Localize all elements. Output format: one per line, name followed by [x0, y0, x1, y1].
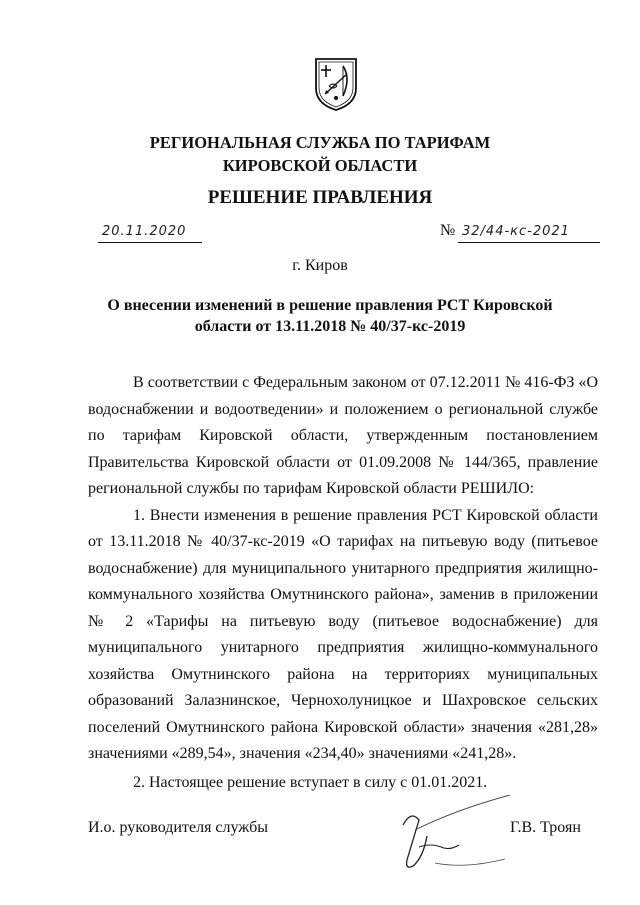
organization-name-line2: КИРОВСКОЙ ОБЛАСТИ	[222, 156, 418, 175]
handwritten-signature	[375, 785, 525, 885]
number-underline	[458, 242, 600, 243]
signatory-name: Г.В. Троян	[510, 819, 581, 836]
body-paragraph-preamble: В соответствии с Федеральным законом от 07.12.2011 № 416-ФЗ «О водоснабжении и водоотведении» и положением о региональной службе по тарифам Кировской области, утвержденным постановлением Правительства Кировской области от 01.09.2008 № 144/365, правление региональной службы по тарифам Кировской области РЕШИЛО:	[88, 374, 598, 497]
coat-of-arms-icon	[313, 56, 359, 112]
handwritten-number: 32/44-кс-2021	[462, 224, 570, 239]
city: г. Киров	[292, 257, 348, 274]
body-paragraph-item1: 1. Внести изменения в решение правления РСТ Кировской области от 13.11.2018 № 40/37-кс-2019 «О тарифах на питьевую воду (питьевое водоснабжение) для муниципального унитарного предприятия жилищно-коммунального хозяйства Омутнинского района», заменив в приложении № 2 «Тарифы на питьевую воду (питьевое водоснабжение) для муниципального унитарного предприятия жилищно-коммунального хозяйства Омутнинского района на территориях муниципальных образований Залазнинское, Чернохолуницкое и Шахровское сельских поселений Омутнинского района Кировской области» значения «281,28» значениями «289,54», значения «234,40» значениями «241,28».	[88, 506, 598, 762]
document-body	[88, 370, 598, 796]
date-underline	[98, 242, 202, 243]
organization-name-line1: РЕГИОНАЛЬНАЯ СЛУЖБА ПО ТАРИФАМ	[149, 133, 491, 152]
subject-line2: области от 13.11.2018 № 40/37-кс-2019	[194, 318, 466, 335]
number-label: №	[440, 222, 456, 239]
document-subject	[100, 295, 560, 337]
signatory-position: И.о. руководителя службы	[88, 819, 269, 836]
subject-line1: О внесении изменений в решение правления РСТ Кировской	[107, 297, 553, 314]
handwritten-date: 20.11.2020	[102, 224, 187, 239]
document-title: РЕШЕНИЕ ПРАВЛЕНИЯ	[207, 187, 433, 208]
body-paragraph-item2: 2. Настоящее решение вступает в силу с 01.01.2021.	[133, 773, 488, 791]
